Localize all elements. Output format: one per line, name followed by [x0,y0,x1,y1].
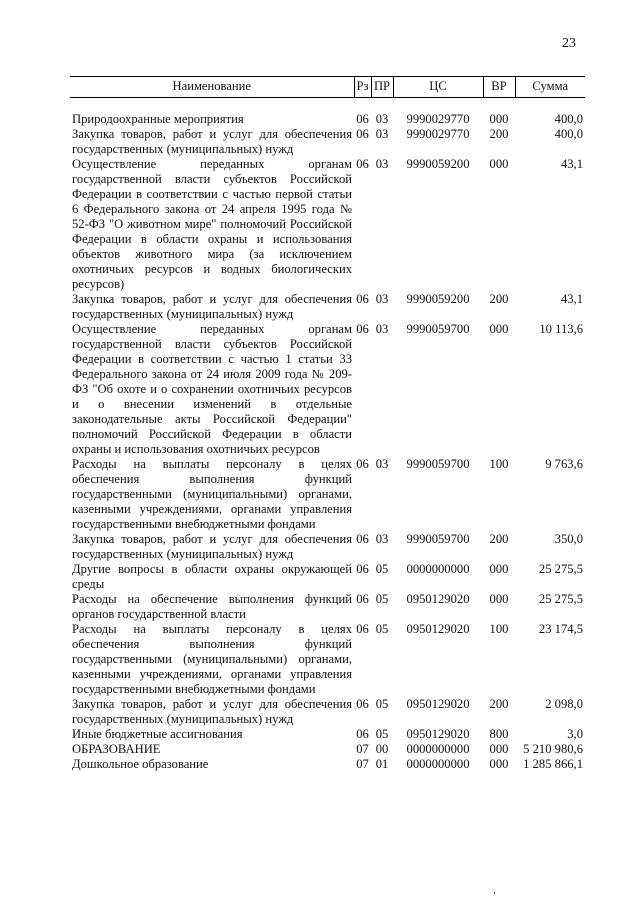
cell-vr: 000 [489,742,509,756]
cell-name: Расходы на выплаты персоналу в целях обеспечения выполнения функций государственными (муниципальными) органами, казенными учреждениями, органами управления государственными внебюджетными фондами [72,457,352,531]
cell-rz: 06 [356,112,369,126]
cell-name: Закупка товаров, работ и услуг для обеспечения государственных (муниципальных) нужд [72,532,352,561]
cell-rz: 06 [356,592,369,606]
table-row [70,697,585,727]
cell-pr: 03 [375,127,389,141]
cell-cs: 9990059700 [406,532,470,546]
cell-cs: 0950129020 [406,697,470,711]
cell-sum: 25 275,5 [538,592,583,606]
cell-sum: 9 763,6 [545,457,583,471]
table-row [70,592,585,622]
cell-cs: 0000000000 [406,562,470,576]
cell-name: Расходы на обеспечение выполнения функций органов государственной власти [72,592,352,621]
cell-name: ОБРАЗОВАНИЕ [72,742,161,756]
cell-pr: 00 [375,742,389,756]
cell-rz: 07 [356,742,369,756]
cell-pr: 05 [375,592,389,606]
table-row [70,562,585,592]
cell-vr: 200 [489,292,509,306]
cell-cs: 9990029770 [406,127,470,141]
cell-vr: 000 [489,322,509,336]
cell-vr: 800 [489,727,509,741]
header-rz: Рз [354,77,371,98]
cell-pr: 05 [375,697,389,711]
page-number: 23 [562,36,576,51]
cell-vr: 200 [489,127,509,141]
header-name: Наименование [70,77,354,98]
budget-table [70,76,585,772]
cell-vr: 200 [489,697,509,711]
cell-pr: 05 [375,622,389,636]
header-sum: Сумма [515,77,585,98]
cell-sum: 43,1 [560,292,583,306]
cell-vr: 000 [489,562,509,576]
cell-rz: 06 [356,532,369,546]
table-row [70,112,585,127]
cell-cs: 0950129020 [406,592,470,606]
table-header [70,77,585,113]
cell-cs: 9990059200 [406,292,470,306]
cell-vr: 000 [489,592,509,606]
cell-cs: 9990059200 [406,157,470,171]
cell-cs: 0950129020 [406,622,470,636]
table-row [70,742,585,757]
table-row [70,127,585,157]
cell-rz: 06 [356,562,369,576]
cell-sum: 5 210 980,6 [523,742,583,756]
cell-sum: 400,0 [554,112,583,126]
cell-vr: 000 [489,157,509,171]
cell-cs: 0000000000 [406,757,470,771]
cell-name: Закупка товаров, работ и услуг для обеспечения государственных (муниципальных) нужд [72,127,352,156]
cell-rz: 06 [356,727,369,741]
cell-sum: 23 174,5 [538,622,583,636]
cell-pr: 03 [375,112,389,126]
cell-rz: 06 [356,322,369,336]
cell-vr: 100 [489,622,509,636]
table-row [70,532,585,562]
cell-name: Закупка товаров, работ и услуг для обеспечения государственных (муниципальных) нужд [72,292,352,321]
cell-sum: 350,0 [554,532,583,546]
header-pr: ПР [371,77,393,98]
cell-pr: 03 [375,532,389,546]
cell-sum: 2 098,0 [545,697,583,711]
cell-vr: 100 [489,457,509,471]
table-row [70,322,585,457]
header-cs: ЦС [393,77,483,98]
cell-sum: 1 285 866,1 [523,757,583,771]
cell-sum: 400,0 [554,127,583,141]
table-body [70,112,585,772]
cell-sum: 43,1 [560,157,583,171]
cell-name: Осуществление переданных органам государственной власти субъектов Российской Федерации в соответствии с частью первой статьи 6 Федерального закона от 24 апреля 1995 года № 52-ФЗ "О животном мире" полномочий Российской Федерации в области охраны и использования объектов животного мира (за исключением охотничьих ресурсов и водных биологических ресурсов) [72,157,352,291]
cell-name: Осуществление переданных органам государственной власти субъектов Российской Федерации в соответствии с частью 1 статьи 33 Федерального закона от 24 июля 2009 года № 209-ФЗ "Об охоте и о сохранении охотничьих ресурсов и о внесении изменений в отдельные законодательные акты Российской Федерации" полномочий Российской Федерации в области охраны и использования охотничьих ресурсов [72,322,352,456]
cell-pr: 05 [375,727,389,741]
table-row [70,292,585,322]
cell-rz: 06 [356,127,369,141]
cell-name: Другие вопросы в области охраны окружающей среды [72,562,352,591]
cell-vr: 000 [489,112,509,126]
cell-rz: 06 [356,292,369,306]
cell-pr: 05 [375,562,389,576]
cell-name: Природоохранные мероприятия [72,112,244,126]
cell-name: Закупка товаров, работ и услуг для обеспечения государственных (муниципальных) нужд [72,697,352,726]
table-row [70,757,585,772]
cell-sum: 3,0 [567,727,583,741]
cell-rz: 06 [356,457,369,471]
cell-sum: 10 113,6 [539,322,583,336]
table-row [70,727,585,742]
cell-vr: 000 [489,757,509,771]
cell-cs: 9990029770 [406,112,470,126]
cell-pr: 01 [375,757,389,771]
table-row [70,457,585,532]
cell-vr: 200 [489,532,509,546]
cell-name: Иные бюджетные ассигнования [72,727,243,741]
cell-pr: 03 [375,457,389,471]
cell-pr: 03 [375,292,389,306]
cell-cs: 9990059700 [406,322,470,336]
cell-rz: 06 [356,697,369,711]
header-vr: ВР [483,77,515,98]
cell-cs: 0000000000 [406,742,470,756]
scan-speck [494,892,495,894]
cell-cs: 9990059700 [406,457,470,471]
table-row [70,622,585,697]
cell-name: Дошкольное образование [72,757,209,771]
cell-name: Расходы на выплаты персоналу в целях обеспечения выполнения функций государственными (муниципальными) органами, казенными учреждениями, органами управления государственными внебюджетными фондами [72,622,352,696]
cell-pr: 03 [375,157,389,171]
cell-rz: 06 [356,622,369,636]
cell-pr: 03 [375,322,389,336]
table-row [70,157,585,292]
cell-sum: 25 275,5 [538,562,583,576]
cell-rz: 06 [356,157,369,171]
cell-cs: 0950129020 [406,727,470,741]
cell-rz: 07 [356,757,369,771]
